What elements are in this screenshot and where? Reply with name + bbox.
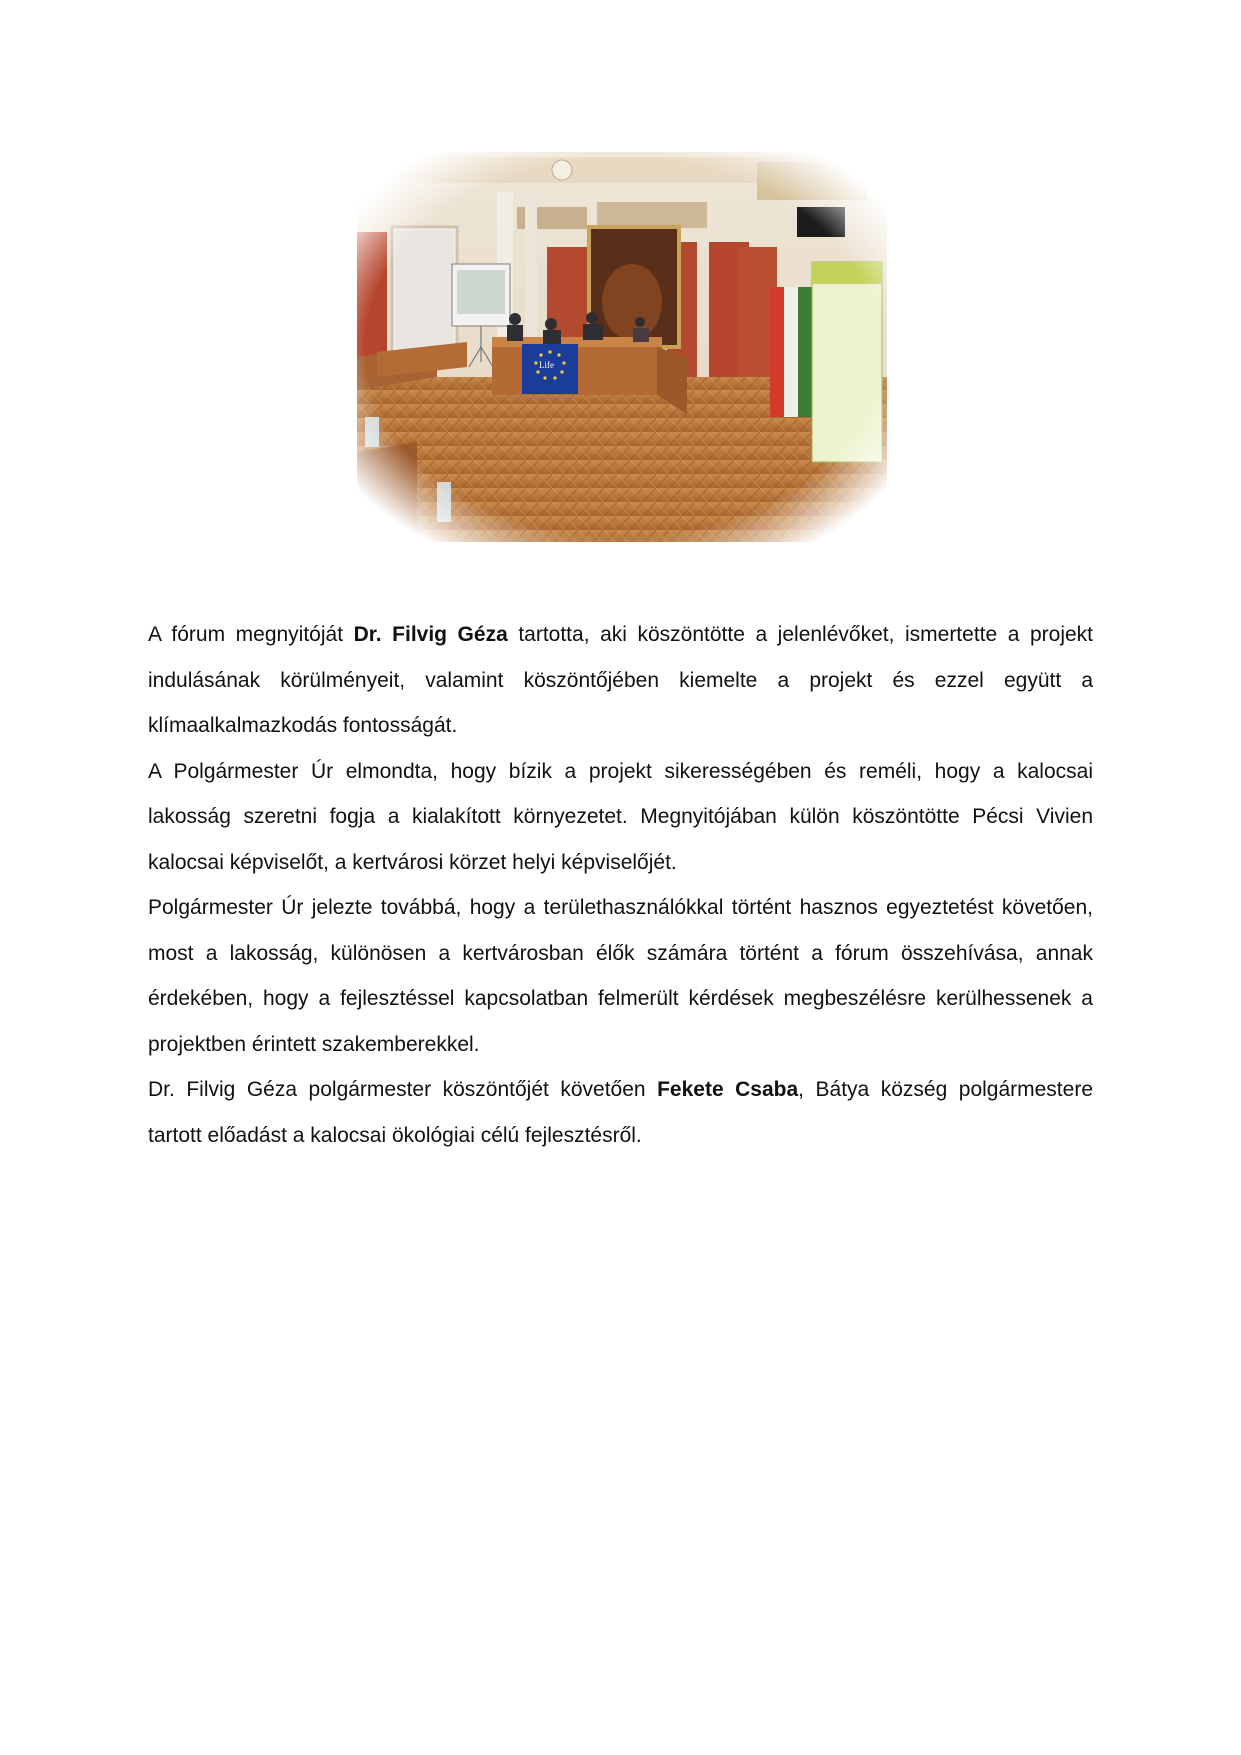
paragraph-4-text-b: , Bátya község polgármestere tartott előadást a kalocsai ökológiai célú fejlesztésről. <box>148 1078 1093 1147</box>
paragraph-4-bold-name: Fekete Csaba <box>657 1078 799 1101</box>
paragraph-1-text-a: A fórum megnyitóját <box>148 623 354 646</box>
meeting-photo <box>357 152 887 542</box>
paragraph-4 <box>148 1067 1093 1158</box>
paragraph-1-bold-name: Dr. Filvig Géza <box>353 623 508 646</box>
paragraph-1 <box>148 612 1093 749</box>
paragraph-2-text: A Polgármester Úr elmondta, hogy bízik a projekt sikerességében és reméli, hogy a kalocsai lakosság szeretni fogja a kialakított környezetet. Megnyitójában külön köszöntötte Pécsi Vivien kalocsai képviselőt, a kertvárosi körzet helyi képviselőjét. <box>148 759 1093 874</box>
paragraph-3 <box>148 885 1093 1067</box>
body-text <box>148 612 1093 1158</box>
paragraph-1-text-b: tartotta, aki köszöntötte a jelenlévőket, ismertette a projekt indulásának körülményeit, valamint köszöntőjében kiemelte a projekt és ezzel együtt a klímaalkalmazkodás fontosságát. <box>148 623 1093 737</box>
paragraph-3-text: Polgármester Úr jelezte továbbá, hogy a területhasználókkal történt hasznos egyeztetést követően, most a lakosság, különösen a kertvárosban élők számára történt a fórum összehívása, annak érdekében, hogy a fejlesztéssel kapcsolatban felmerült kérdések megbeszélésre kerülhessenek a projektben érintett szakemberekkel. <box>148 896 1093 1056</box>
paragraph-2 <box>148 749 1093 886</box>
paragraph-4-text-a: Dr. Filvig Géza polgármester köszöntőjét követően <box>148 1078 658 1101</box>
meeting-photo-icon <box>357 152 887 542</box>
